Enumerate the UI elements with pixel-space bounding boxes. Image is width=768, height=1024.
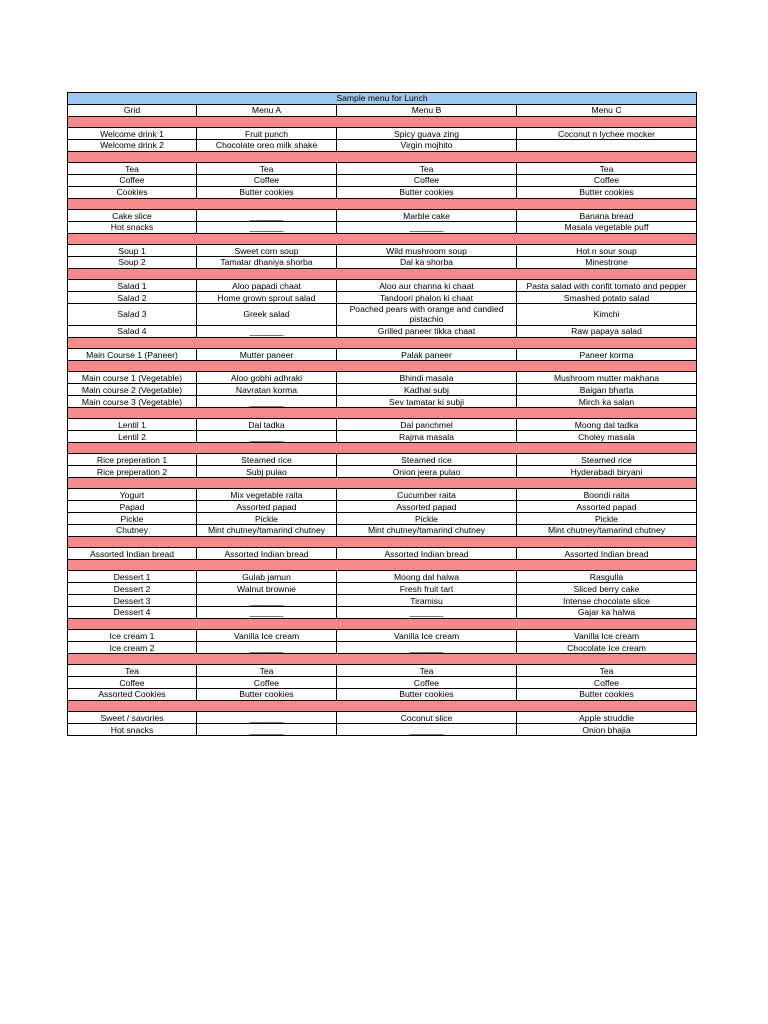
table-row <box>68 163 697 175</box>
cell-menu-a: _______ <box>197 712 337 724</box>
cell-menu-b: Tiramisu <box>337 595 517 607</box>
cell-menu-c: Masala vegetable puff <box>517 221 697 233</box>
separator-cell <box>68 233 697 244</box>
table-row <box>68 665 697 677</box>
table-row <box>68 677 697 689</box>
cell-menu-b: Coconut slice <box>337 712 517 724</box>
cell-menu-b: Wild mushroom soup <box>337 245 517 257</box>
separator-cell <box>68 361 697 372</box>
cell-menu-a: Dal tadka <box>197 419 337 431</box>
table-row <box>68 396 697 408</box>
cell-menu-c: Assorted papad <box>517 501 697 513</box>
cell-menu-c: Vanilla Ice cream <box>517 630 697 642</box>
cell-menu-c: Mint chutney/tamarind chutney <box>517 525 697 537</box>
cell-menu-a: Assorted Indian bread <box>197 548 337 560</box>
cell-menu-a: Mutter paneer <box>197 349 337 361</box>
cell-menu-a: Mint chutney/tamarind chutney <box>197 525 337 537</box>
separator-cell <box>68 337 697 348</box>
cell-menu-c: Pickle <box>517 513 697 525</box>
header-grid: Grid <box>68 104 197 116</box>
cell-menu-b: Mint chutney/tamarind chutney <box>337 525 517 537</box>
separator-row <box>68 233 697 244</box>
cell-grid: Tea <box>68 163 197 175</box>
separator-cell <box>68 151 697 162</box>
cell-menu-b: Assorted papad <box>337 501 517 513</box>
table-row <box>68 128 697 140</box>
table-row <box>68 139 697 151</box>
cell-grid: Rice preperation 1 <box>68 454 197 466</box>
cell-grid: Yogurt <box>68 489 197 501</box>
cell-grid: Hot snacks <box>68 724 197 736</box>
table-row <box>68 724 697 736</box>
cell-menu-b: Tea <box>337 665 517 677</box>
cell-grid: Ice cream 2 <box>68 642 197 654</box>
cell-menu-b: Coffee <box>337 677 517 689</box>
cell-menu-c: Gajar ka halwa <box>517 607 697 619</box>
cell-menu-c: Assorted Indian bread <box>517 548 697 560</box>
header-menu-c: Menu C <box>517 104 697 116</box>
cell-menu-a: Chocolate oreo milk shake <box>197 139 337 151</box>
cell-menu-b: Sev tamatar ki subji <box>337 396 517 408</box>
cell-menu-b: Rajma masala <box>337 431 517 443</box>
separator-cell <box>68 116 697 127</box>
cell-grid: Tea <box>68 665 197 677</box>
separator-row <box>68 560 697 571</box>
cell-grid: Chutney <box>68 525 197 537</box>
cell-grid: Main course 3 (Vegetable) <box>68 396 197 408</box>
separator-row <box>68 268 697 279</box>
separator-cell <box>68 536 697 547</box>
cell-menu-b: _______ <box>337 642 517 654</box>
cell-menu-c: Coffee <box>517 175 697 187</box>
separator-row <box>68 361 697 372</box>
separator-cell <box>68 618 697 629</box>
cell-menu-a: Aloo papadi chaat <box>197 280 337 292</box>
cell-grid: Salad 4 <box>68 325 197 337</box>
cell-menu-a: Tamatar dhaniya shorba <box>197 257 337 269</box>
cell-menu-b: Dal panchmel <box>337 419 517 431</box>
table-row <box>68 186 697 198</box>
cell-menu-c: Hot n sour soup <box>517 245 697 257</box>
cell-grid: Assorted Cookies <box>68 689 197 701</box>
cell-menu-b: Aloo aur channa ki chaat <box>337 280 517 292</box>
cell-menu-a: _______ <box>197 221 337 233</box>
separator-row <box>68 618 697 629</box>
cell-grid: Main course 2 (Vegetable) <box>68 384 197 396</box>
cell-menu-b: Virgin mojhito <box>337 139 517 151</box>
cell-menu-a: Walnut brownie <box>197 583 337 595</box>
cell-menu-a: _______ <box>197 642 337 654</box>
cell-menu-b: Poached pears with orange and candied pistachio <box>337 303 517 325</box>
table-row <box>68 607 697 619</box>
cell-menu-c <box>517 139 697 151</box>
cell-menu-a: _______ <box>197 431 337 443</box>
cell-menu-a: _______ <box>197 607 337 619</box>
cell-menu-c: Rasgulla <box>517 571 697 583</box>
cell-menu-b: Palak paneer <box>337 349 517 361</box>
cell-menu-c: Apple struddle <box>517 712 697 724</box>
cell-menu-b: Butter cookies <box>337 689 517 701</box>
cell-menu-c: Chocolate Ice cream <box>517 642 697 654</box>
cell-menu-a: Tea <box>197 665 337 677</box>
cell-menu-c: Intense chocolate slice <box>517 595 697 607</box>
table-row <box>68 689 697 701</box>
cell-menu-a: Butter cookies <box>197 689 337 701</box>
table-row <box>68 642 697 654</box>
cell-menu-b: Assorted Indian bread <box>337 548 517 560</box>
cell-menu-c: Baigan bharta <box>517 384 697 396</box>
cell-menu-c: Butter cookies <box>517 689 697 701</box>
table-row <box>68 257 697 269</box>
cell-menu-a: Assorted papad <box>197 501 337 513</box>
cell-menu-a: _______ <box>197 595 337 607</box>
cell-menu-b: Spicy guava zing <box>337 128 517 140</box>
table-row <box>68 431 697 443</box>
cell-menu-c: Mushroom mutter makhana <box>517 372 697 384</box>
separator-row <box>68 116 697 127</box>
cell-grid: Assorted Indian bread <box>68 548 197 560</box>
table-row <box>68 571 697 583</box>
cell-menu-b: Dal ka shorba <box>337 257 517 269</box>
table-row <box>68 630 697 642</box>
cell-menu-b: Tea <box>337 163 517 175</box>
cell-menu-a: Mix vegetable raita <box>197 489 337 501</box>
cell-grid: Cookies <box>68 186 197 198</box>
cell-grid: Salad 1 <box>68 280 197 292</box>
cell-grid: Lentil 2 <box>68 431 197 443</box>
cell-menu-a: Coffee <box>197 677 337 689</box>
table-row <box>68 221 697 233</box>
cell-grid: Dessert 3 <box>68 595 197 607</box>
separator-cell <box>68 268 697 279</box>
cell-grid: Main Course 1 (Paneer) <box>68 349 197 361</box>
cell-menu-a: Gulab jamun <box>197 571 337 583</box>
cell-grid: Soup 2 <box>68 257 197 269</box>
cell-menu-b: Onion jeera pulao <box>337 466 517 478</box>
cell-menu-a: _______ <box>197 724 337 736</box>
separator-cell <box>68 478 697 489</box>
cell-grid: Papad <box>68 501 197 513</box>
cell-menu-a: Aloo gobhi adhraki <box>197 372 337 384</box>
separator-row <box>68 536 697 547</box>
cell-menu-a: Vanilla Ice cream <box>197 630 337 642</box>
cell-menu-c: Raw papaya salad <box>517 325 697 337</box>
cell-grid: Rice preperation 2 <box>68 466 197 478</box>
table-row <box>68 372 697 384</box>
cell-grid: Main course 1 (Vegetable) <box>68 372 197 384</box>
cell-grid: Salad 3 <box>68 303 197 325</box>
cell-menu-c: Kimchi <box>517 303 697 325</box>
table-row <box>68 583 697 595</box>
cell-menu-b: Pickle <box>337 513 517 525</box>
table-row <box>68 325 697 337</box>
separator-cell <box>68 443 697 454</box>
separator-cell <box>68 700 697 711</box>
cell-menu-a: _______ <box>197 396 337 408</box>
table-row <box>68 454 697 466</box>
lunch-menu-table <box>67 92 697 736</box>
cell-grid: Cake slice <box>68 210 197 222</box>
cell-menu-c: Smashed potato salad <box>517 292 697 304</box>
cell-menu-a: Home grown sprout salad <box>197 292 337 304</box>
table-row <box>68 245 697 257</box>
cell-menu-a: _______ <box>197 210 337 222</box>
cell-grid: Dessert 2 <box>68 583 197 595</box>
separator-row <box>68 478 697 489</box>
table-row <box>68 525 697 537</box>
cell-grid: Dessert 1 <box>68 571 197 583</box>
table-row <box>68 466 697 478</box>
cell-menu-b: Coffee <box>337 175 517 187</box>
cell-menu-c: Paneer korma <box>517 349 697 361</box>
cell-menu-a: Pickle <box>197 513 337 525</box>
cell-menu-b: _______ <box>337 724 517 736</box>
cell-menu-c: Onion bhajia <box>517 724 697 736</box>
cell-menu-b: Moong dal halwa <box>337 571 517 583</box>
cell-menu-b: Tandoori phalon ki chaat <box>337 292 517 304</box>
separator-row <box>68 443 697 454</box>
separator-cell <box>68 653 697 664</box>
cell-grid: Salad 2 <box>68 292 197 304</box>
cell-menu-b: Butter cookies <box>337 186 517 198</box>
cell-menu-a: Steamed rice <box>197 454 337 466</box>
cell-menu-b: Bhindi masala <box>337 372 517 384</box>
cell-grid: Welcome drink 1 <box>68 128 197 140</box>
table-row <box>68 280 697 292</box>
cell-menu-a: Fruit punch <box>197 128 337 140</box>
cell-grid: Coffee <box>68 677 197 689</box>
cell-menu-c: Tea <box>517 163 697 175</box>
cell-menu-b: Cucumber raita <box>337 489 517 501</box>
separator-row <box>68 407 697 418</box>
cell-menu-c: Moong dal tadka <box>517 419 697 431</box>
cell-grid: Hot snacks <box>68 221 197 233</box>
cell-menu-c: Coconut n lychee mocker <box>517 128 697 140</box>
separator-cell <box>68 407 697 418</box>
cell-grid: Lentil 1 <box>68 419 197 431</box>
cell-menu-c: Banana bread <box>517 210 697 222</box>
cell-menu-a: Tea <box>197 163 337 175</box>
header-menu-a: Menu A <box>197 104 337 116</box>
cell-grid: Pickle <box>68 513 197 525</box>
cell-grid: Ice cream 1 <box>68 630 197 642</box>
lunch-menu-body <box>68 93 697 736</box>
separator-cell <box>68 560 697 571</box>
cell-menu-a: Sweet corn soup <box>197 245 337 257</box>
cell-menu-c: Boondi raita <box>517 489 697 501</box>
separator-row <box>68 337 697 348</box>
table-row <box>68 303 697 325</box>
title-row <box>68 93 697 105</box>
cell-menu-a: Greek salad <box>197 303 337 325</box>
table-row <box>68 712 697 724</box>
cell-menu-b: _______ <box>337 221 517 233</box>
cell-menu-c: Hyderabadi biryani <box>517 466 697 478</box>
cell-menu-c: Pasta salad with confit tomato and pepper <box>517 280 697 292</box>
cell-menu-b: Grilled paneer tikka chaat <box>337 325 517 337</box>
table-row <box>68 513 697 525</box>
table-row <box>68 349 697 361</box>
header-row <box>68 104 697 116</box>
table-row <box>68 292 697 304</box>
cell-grid: Welcome drink 2 <box>68 139 197 151</box>
table-row <box>68 595 697 607</box>
separator-row <box>68 198 697 209</box>
cell-menu-c: Steamed rice <box>517 454 697 466</box>
separator-row <box>68 653 697 664</box>
table-row <box>68 419 697 431</box>
separator-cell <box>68 198 697 209</box>
cell-menu-b: Steamed rice <box>337 454 517 466</box>
cell-grid: Sweet / savories <box>68 712 197 724</box>
menu-title: Sample menu for Lunch <box>68 93 697 105</box>
cell-menu-c: Choley masala <box>517 431 697 443</box>
cell-menu-a: Subj pulao <box>197 466 337 478</box>
cell-menu-b: _______ <box>337 607 517 619</box>
cell-menu-c: Coffee <box>517 677 697 689</box>
separator-row <box>68 700 697 711</box>
cell-menu-b: Fresh fruit tart <box>337 583 517 595</box>
cell-menu-a: Coffee <box>197 175 337 187</box>
table-row <box>68 501 697 513</box>
cell-grid: Soup 1 <box>68 245 197 257</box>
separator-row <box>68 151 697 162</box>
cell-menu-a: _______ <box>197 325 337 337</box>
cell-menu-a: Navratan korma <box>197 384 337 396</box>
cell-menu-c: Sliced berry cake <box>517 583 697 595</box>
cell-menu-b: Vanilla Ice cream <box>337 630 517 642</box>
cell-menu-b: Kadhai subj <box>337 384 517 396</box>
cell-menu-c: Butter cookies <box>517 186 697 198</box>
cell-menu-c: Minestrone <box>517 257 697 269</box>
table-row <box>68 175 697 187</box>
header-menu-b: Menu B <box>337 104 517 116</box>
table-row <box>68 489 697 501</box>
cell-grid: Dessert 4 <box>68 607 197 619</box>
table-row <box>68 548 697 560</box>
cell-menu-a: Butter cookies <box>197 186 337 198</box>
cell-menu-c: Mirch ka salan <box>517 396 697 408</box>
table-row <box>68 384 697 396</box>
cell-grid: Coffee <box>68 175 197 187</box>
table-row <box>68 210 697 222</box>
cell-menu-c: Tea <box>517 665 697 677</box>
cell-menu-b: Marble cake <box>337 210 517 222</box>
